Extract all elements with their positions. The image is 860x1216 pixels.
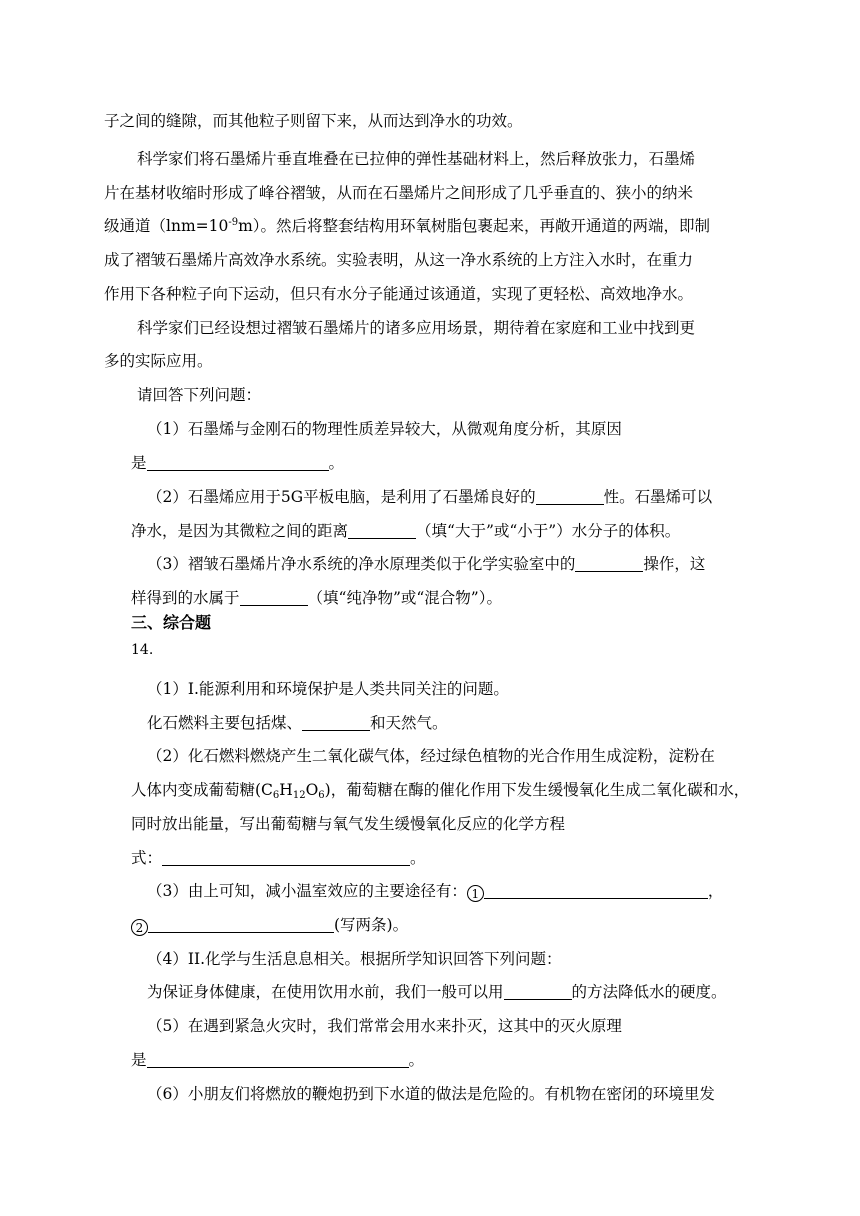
question-14-2: （2）化石燃料燃烧产生二氧化碳气体，经过绿色植物的光合作用生成淀粉，淀粉在 [147, 747, 715, 765]
answer-blank[interactable] [147, 454, 329, 471]
question-14-6: （6）小朋友们将燃放的鞭炮扔到下水道的做法是危险的。有机物在密闭的环境里发 [147, 1085, 715, 1103]
question-14-3: （3）由上可知，减小温室效应的主要途径有： 1 ， [147, 882, 724, 901]
question-14-4: （4）II.化学与生活息息相关。根据所学知识回答下列问题： [147, 950, 562, 968]
answer-blank[interactable] [504, 983, 572, 1000]
passage-line: 成了褶皱石墨烯片高效净水系统。实验表明，从这一净水系统的上方注入水时，在重力 [104, 251, 694, 269]
passage-line: 科学家们已经设想过褶皱石墨烯片的诸多应用场景，期待着在家庭和工业中找到更 [137, 319, 696, 337]
question-14-3-cont: 2 (写两条)。 [131, 915, 408, 936]
passage-line: 科学家们将石墨烯片垂直堆叠在已拉伸的弹性基础材料上，然后释放张力，石墨烯 [137, 150, 696, 168]
circled-number-2: 2 [131, 919, 148, 936]
answer-blank[interactable] [302, 714, 370, 731]
answer-blank[interactable] [147, 1051, 409, 1068]
question-14-2-cont: 同时放出能量，写出葡萄糖与氧气发生缓慢氧化反应的化学方程 [131, 815, 566, 833]
passage-line: 级通道$(\ln m=10^{-9}m)$。然后将整套结构用环氧树脂包裹起来，再敞开通道的两端，即制 [104, 217, 711, 235]
question-13-1: （1）石墨烯与金刚石的物理性质差异较大，从微观角度分析，其原因 [147, 420, 622, 438]
answer-blank[interactable] [484, 882, 708, 899]
answer-blank[interactable] [148, 916, 334, 933]
answer-blank[interactable] [536, 488, 604, 505]
question-14-5-answer: 是 。 [131, 1051, 425, 1069]
section-heading: 三、综合题 [131, 613, 212, 632]
answer-blank[interactable] [162, 849, 410, 866]
passage-line: 子之间的缝隙，而其他粒子则留下来，从而达到净水的功效。 [104, 112, 523, 130]
passage-line: 作用下各种粒子向下运动，但只有水分子能通过该通道，实现了更轻松、高效地净水。 [104, 285, 694, 303]
question-number: 14. [131, 642, 154, 658]
answer-blank[interactable] [240, 589, 308, 606]
question-13-3: （3）褶皱石墨烯片净水系统的净水原理类似于化学实验室中的 操作，这 [147, 555, 706, 573]
answer-blank[interactable] [348, 522, 416, 539]
question-13-2-cont: 净水，是因为其微粒之间的距离 （填“大于”或“小于”）水分子的体积。 [131, 522, 681, 540]
question-14-1: （1）I.能源利用和环境保护是人类共同关注的问题。 [147, 680, 509, 698]
passage-line: 多的实际应用。 [104, 352, 213, 370]
question-14-1-body: 化石燃料主要包括煤、 和天然气。 [147, 714, 448, 732]
question-14-4-body: 为保证身体健康，在使用饮用水前，我们一般可以用 的方法降低水的硬度。 [147, 983, 727, 1001]
circled-number-1: 1 [467, 885, 484, 902]
question-14-5: （5）在遇到紧急火灾时，我们常常会用水来扑灭，这其中的灭火原理 [147, 1017, 622, 1035]
answer-blank[interactable] [575, 555, 643, 572]
question-14-2-answer: 式： 。 [131, 849, 426, 867]
question-13-2: （2）石墨烯应用于5G平板电脑，是利用了石墨烯良好的 性。石墨烯可以 [147, 488, 713, 506]
question-13-1-answer: 是 。 [131, 454, 345, 472]
passage-line: 片在基材收缩时形成了峰谷褶皱，从而在石墨烯片之间形成了几乎垂直的、狭小的纳米 [104, 184, 694, 202]
question-13-3-cont: 样得到的水属于 （填“纯净物”或“混合物”）。 [131, 589, 502, 607]
question-14-2-cont: 人体内变成葡萄糖$(C_6H_{12}O_6)$，葡萄糖在酶的催化作用下发生缓慢氧化生成二氧化碳和水， [131, 781, 750, 801]
prompt-text: 请回答下列问题： [137, 386, 262, 404]
